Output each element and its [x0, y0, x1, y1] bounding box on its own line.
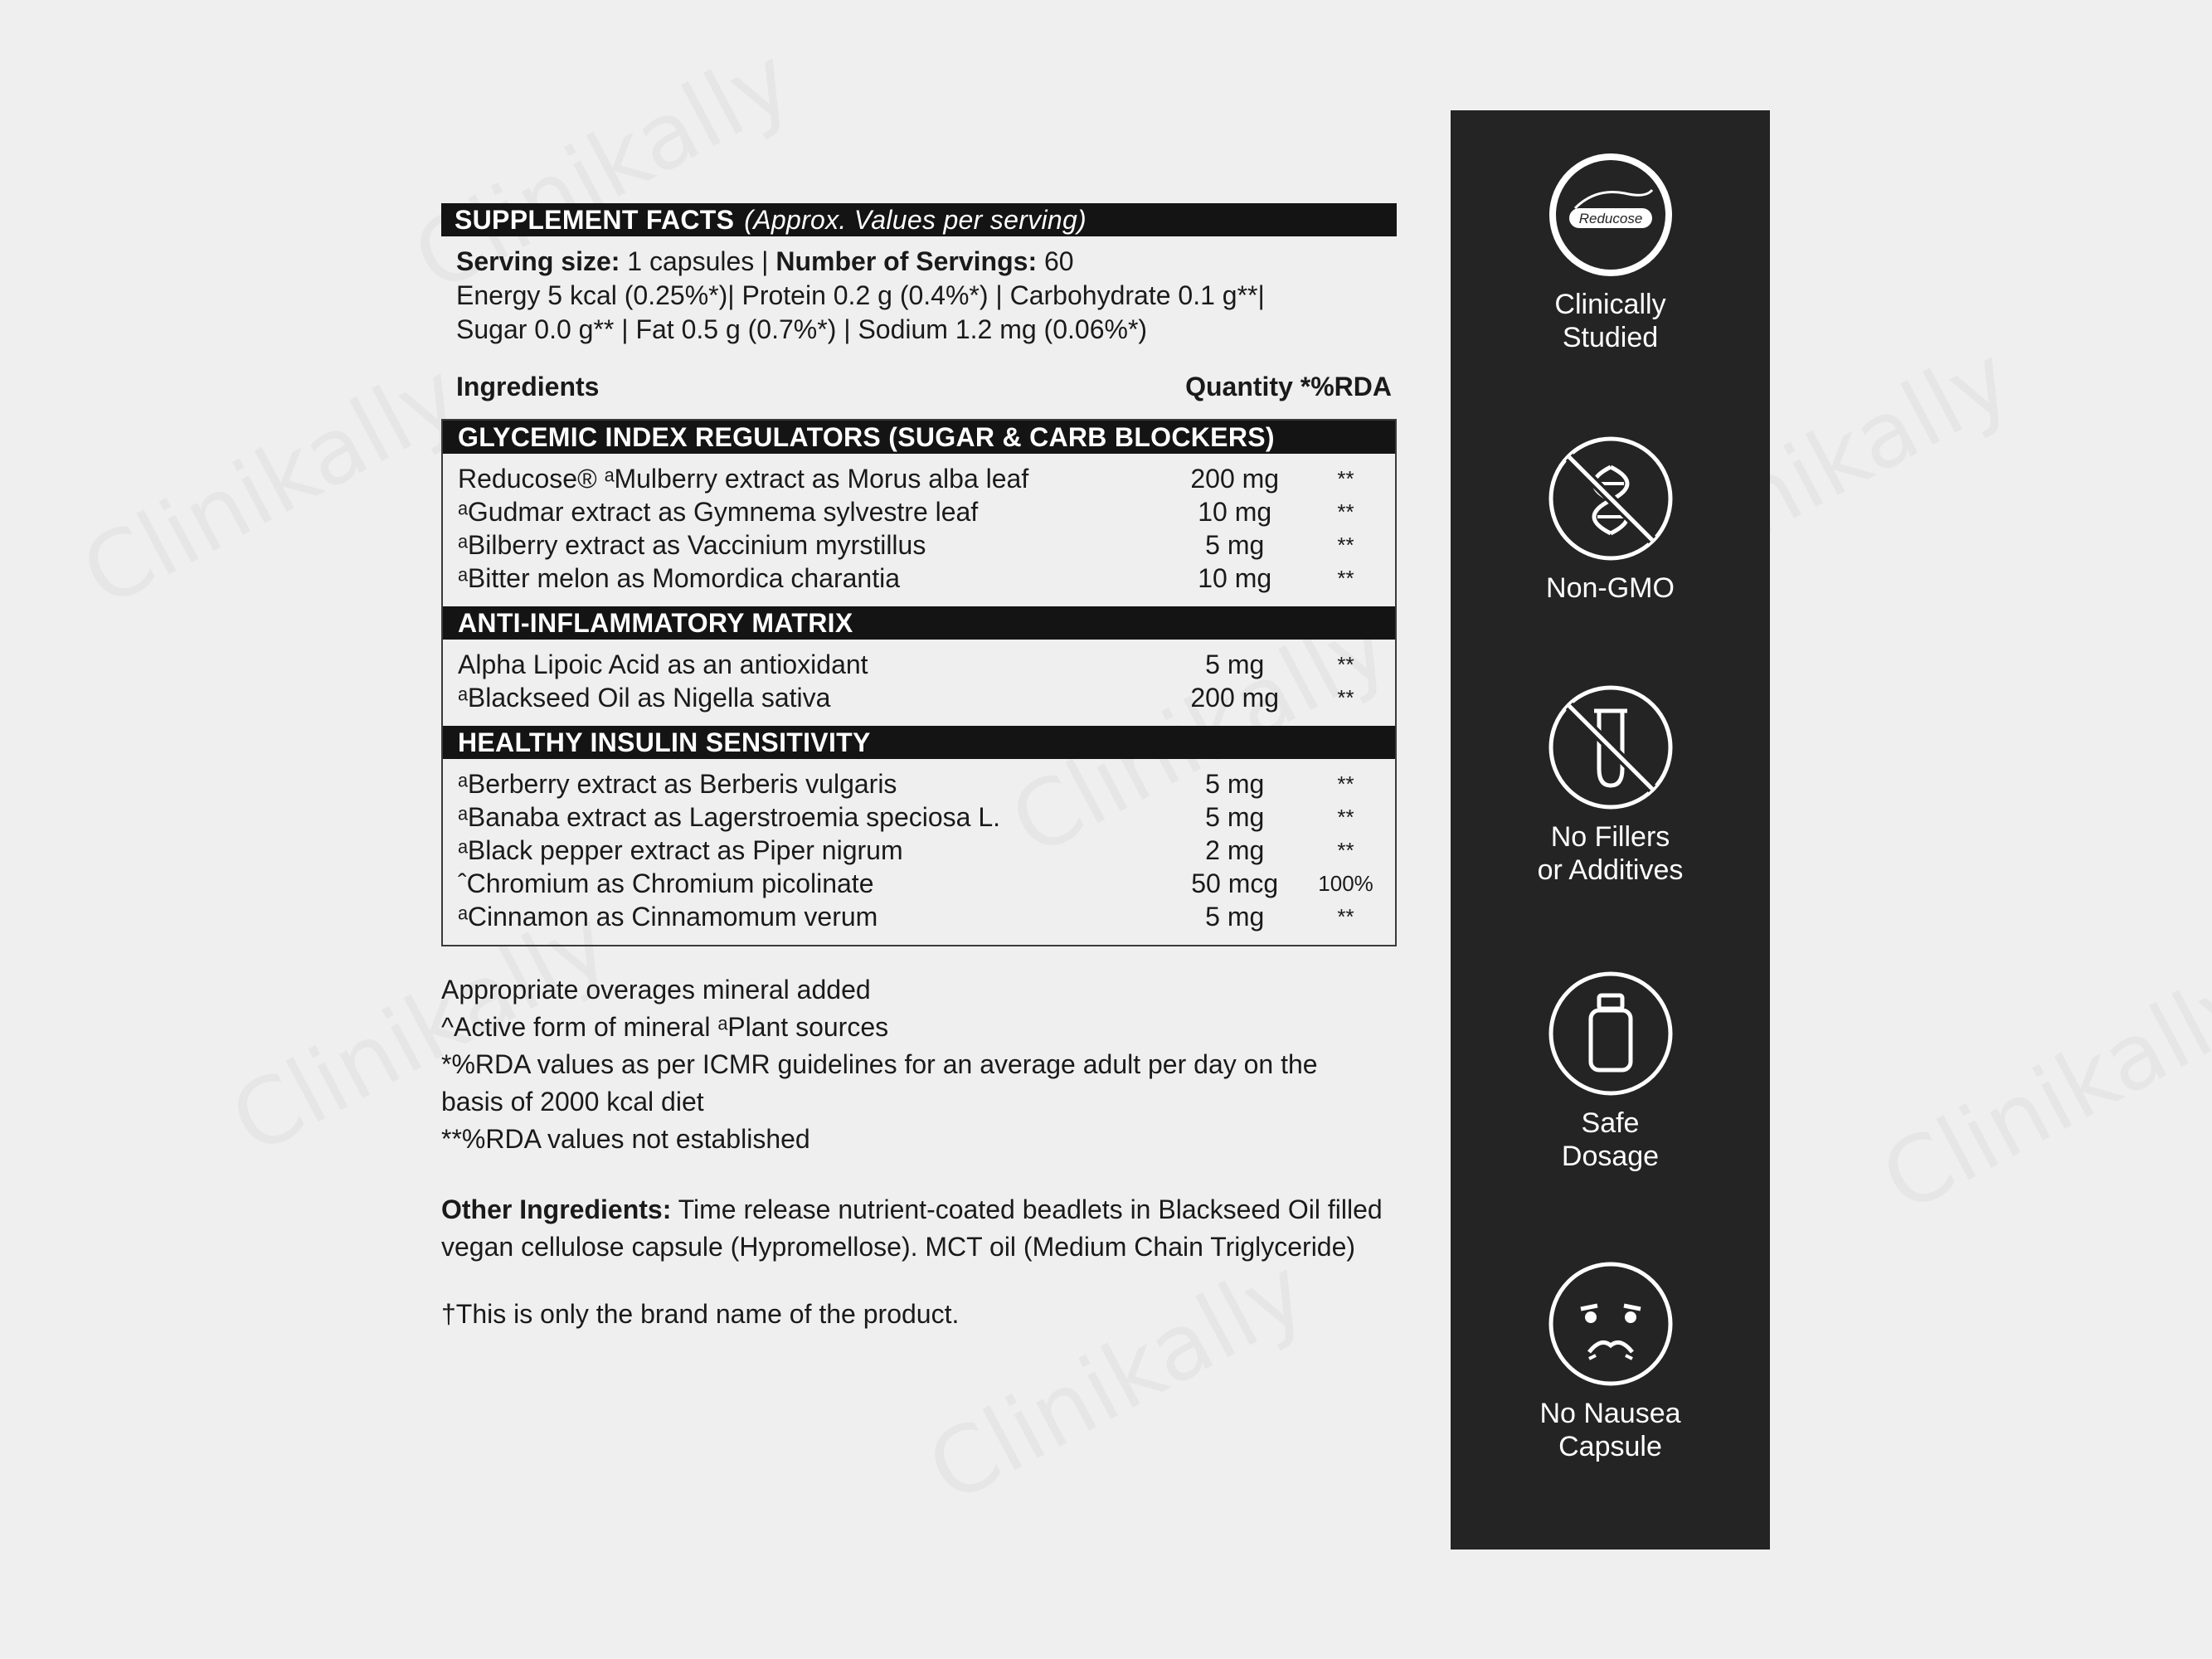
badge-label-line: Capsule — [1558, 1431, 1662, 1462]
ingredient-name: ᵃBanaba extract as Lagerstroemia speciosa L. — [458, 802, 1001, 832]
ingredient-quantity: 2 mg — [1205, 835, 1265, 865]
badge-no-nausea — [1451, 1259, 1770, 1463]
quantity-rda-label: Quantity *%RDA — [1185, 372, 1392, 401]
ingredient-rda: ** — [1337, 685, 1354, 710]
ingredient-row — [443, 495, 1395, 528]
facts-subtitle: (Approx. Values per serving) — [744, 204, 1087, 235]
ingredient-name: ᵃBilberry extract as Vaccinium myrstillus — [458, 530, 926, 560]
ingredients-label: Ingredients — [456, 372, 600, 401]
bottle-icon — [1546, 969, 1675, 1098]
ingredient-quantity: 5 mg — [1205, 902, 1265, 932]
badge-non-gmo — [1451, 434, 1770, 605]
badge-label — [1451, 572, 1770, 605]
ingredient-name: ᵃBerberry extract as Berberis vulgaris — [458, 769, 897, 799]
ingredient-quantity: 200 mg — [1190, 464, 1280, 494]
serving-size-label: Serving size: — [456, 246, 620, 276]
ingredient-row — [443, 900, 1395, 933]
servings-label: Number of Servings: — [775, 246, 1038, 276]
ingredient-row — [443, 648, 1395, 681]
reducose-logo-icon — [1546, 150, 1675, 280]
ingredients-table — [441, 419, 1397, 946]
badge-label-line: No Nausea — [1539, 1398, 1681, 1429]
badge-label-line: Safe — [1581, 1107, 1640, 1139]
ingredient-row — [443, 681, 1395, 714]
ingredient-name: Reducose® ᵃMulberry extract as Morus alba leaf — [458, 464, 1029, 494]
no-test-tube-icon — [1546, 683, 1675, 812]
supplement-facts-panel — [441, 203, 1397, 1330]
ingredient-rda: ** — [1337, 805, 1354, 830]
ingredient-rda: ** — [1337, 466, 1354, 491]
no-dna-icon — [1546, 434, 1675, 563]
badge-label — [1451, 1107, 1770, 1173]
badge-label — [1451, 1397, 1770, 1463]
ingredient-quantity: 10 mg — [1198, 497, 1272, 527]
ingredient-quantity: 5 mg — [1205, 530, 1265, 560]
badge-label-line: No Fillers — [1550, 821, 1670, 853]
other-ingredients-text: Time release nutrient-coated beadlets in Blackseed Oil filled vegan cellulose capsule (Hypromellose). MCT oil (Medium Chain Triglyceride) — [441, 1194, 1383, 1262]
ingredient-name: ᵃBlack pepper extract as Piper nigrum — [458, 835, 903, 865]
ingredient-row — [443, 462, 1395, 495]
ingredient-rda: ** — [1337, 566, 1354, 591]
badge-label-line: Dosage — [1561, 1141, 1660, 1172]
ingredient-quantity: 50 mcg — [1191, 868, 1279, 898]
nutrition-line-2: Sugar 0.0 g** | Fat 0.5 g (0.7%*) | Sodium 1.2 mg (0.06%*) — [456, 314, 1148, 344]
badge-label — [1451, 288, 1770, 354]
ingredient-name: ᵃBlackseed Oil as Nigella sativa — [458, 683, 831, 713]
ingredient-rda: ** — [1337, 499, 1354, 524]
ingredient-name: ᵃGudmar extract as Gymnema sylvestre leaf — [458, 497, 979, 527]
reducose-logo-text: Reducose — [1578, 211, 1642, 226]
ingredient-quantity: 5 mg — [1205, 649, 1265, 679]
footnote: Appropriate overages mineral added — [441, 975, 871, 1005]
ingredient-rda: ** — [1337, 838, 1354, 863]
section-rows — [443, 454, 1395, 606]
nutrition-line-1: Energy 5 kcal (0.25%*)| Protein 0.2 g (0.4%*) | Carbohydrate 0.1 g**| — [456, 280, 1265, 310]
ingredient-row — [443, 867, 1395, 900]
ingredient-name: ᵃBitter melon as Momordica charantia — [458, 563, 901, 593]
nauseous-face-icon — [1546, 1259, 1675, 1389]
ingredient-rda: 100% — [1318, 871, 1373, 896]
badge-label-line: Clinically — [1554, 289, 1666, 320]
ingredient-name: ᵃCinnamon as Cinnamomum verum — [458, 902, 878, 932]
ingredient-row — [443, 528, 1395, 562]
ingredient-quantity: 10 mg — [1198, 563, 1272, 593]
footnotes — [441, 971, 1397, 1158]
ingredient-name: Alpha Lipoic Acid as an antioxidant — [458, 649, 868, 679]
badge-no-fillers — [1451, 683, 1770, 887]
watermark — [66, 342, 477, 628]
serving-size-value: 1 capsules | — [620, 246, 776, 276]
badge-label-line: or Additives — [1537, 854, 1684, 886]
section-title: HEALTHY INSULIN SENSITIVITY — [443, 726, 1395, 759]
footnote: ^Active form of mineral ᵃPlant sources — [441, 1012, 889, 1042]
ingredient-name: ˆChromium as Chromium picolinate — [458, 868, 874, 898]
ingredients-header — [441, 372, 1397, 402]
ingredient-row — [443, 834, 1395, 867]
section-rows — [443, 640, 1395, 726]
badge-clinically-studied — [1451, 150, 1770, 354]
supplement-facts-header — [441, 203, 1397, 236]
ingredient-row — [443, 767, 1395, 800]
ingredient-quantity: 200 mg — [1190, 683, 1280, 713]
ingredient-rda: ** — [1337, 652, 1354, 677]
ingredient-row — [443, 800, 1395, 834]
serving-line — [441, 245, 1397, 279]
ingredient-row — [443, 562, 1395, 595]
feature-badges-column — [1451, 110, 1770, 1550]
ingredient-rda: ** — [1337, 533, 1354, 557]
other-ingredients — [441, 1191, 1387, 1266]
section-title: ANTI-INFLAMMATORY MATRIX — [443, 606, 1395, 640]
brand-note: †This is only the brand name of the product. — [441, 1299, 960, 1329]
watermark — [1865, 947, 2212, 1233]
ingredient-quantity: 5 mg — [1205, 802, 1265, 832]
footnote: *%RDA values as per ICMR guidelines for an average adult per day on the — [441, 1049, 1318, 1079]
ingredient-rda: ** — [1337, 904, 1354, 929]
facts-title: SUPPLEMENT FACTS — [455, 204, 735, 235]
section-rows — [443, 759, 1395, 945]
ingredient-quantity: 5 mg — [1205, 769, 1265, 799]
servings-value: 60 — [1037, 246, 1074, 276]
badge-safe-dosage — [1451, 969, 1770, 1173]
badge-label — [1451, 820, 1770, 887]
other-ingredients-label: Other Ingredients: — [441, 1194, 672, 1224]
footnote: basis of 2000 kcal diet — [441, 1087, 704, 1117]
ingredient-rda: ** — [1337, 771, 1354, 796]
badge-label-line: Non-GMO — [1546, 572, 1675, 604]
section-title: GLYCEMIC INDEX REGULATORS (SUGAR & CARB BLOCKERS) — [443, 421, 1395, 454]
footnote: **%RDA values not established — [441, 1124, 810, 1154]
badge-label-line: Studied — [1562, 322, 1659, 353]
